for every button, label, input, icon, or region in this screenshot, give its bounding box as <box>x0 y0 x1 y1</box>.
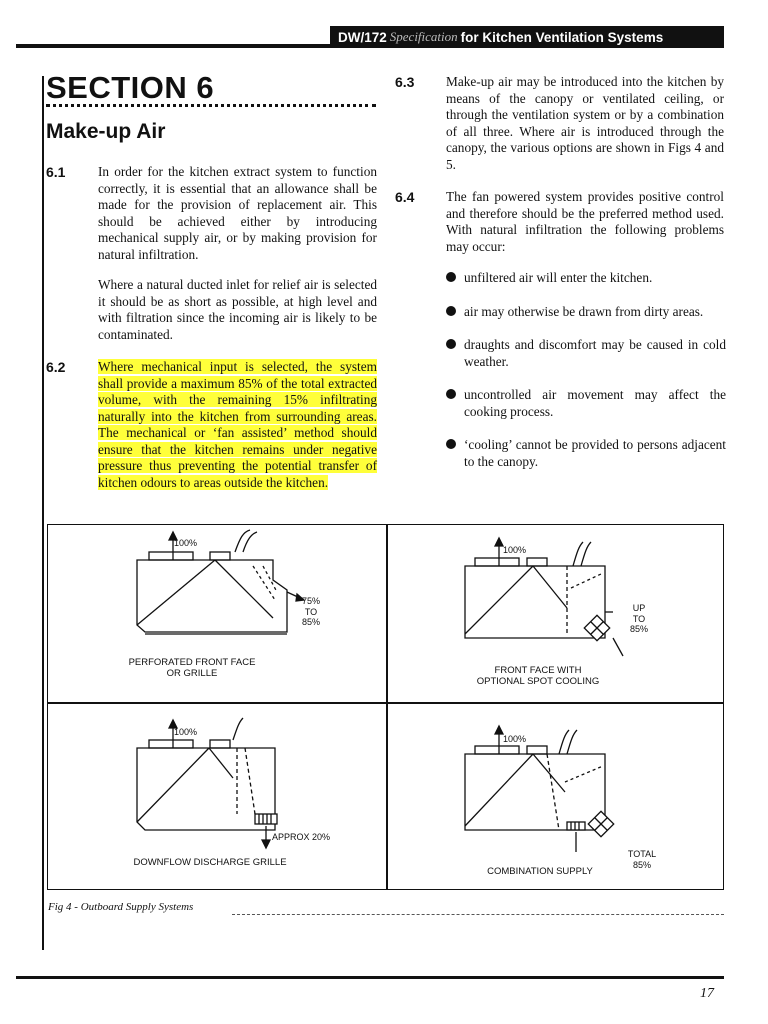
section-title: SECTION 6 <box>46 70 215 105</box>
list-item: unfiltered air will enter the kitchen. <box>446 270 726 287</box>
canopy-diagram-downflow <box>125 718 315 848</box>
bullet-icon <box>446 306 456 316</box>
diagram-3-supply-value: APPROX 20% <box>272 832 331 842</box>
running-header <box>330 26 724 48</box>
diagram-4-label: COMBINATION SUPPLY <box>487 866 593 877</box>
list-item: uncontrolled air movement may affect the cooking process. <box>446 387 726 420</box>
bullet-icon <box>446 272 456 282</box>
paragraph-6-1-relief-air: Where a natural ducted inlet for relief air is selected it should be as short as possible, at high level and with filtration since the incoming air is likely to be contaminated. <box>98 277 377 342</box>
diagram-2-label: FRONT FACE WITH OPTIONAL SPOT COOLING <box>476 665 600 687</box>
list-item: draughts and discomfort may be caused in cold weather. <box>446 337 726 370</box>
header-title: for Kitchen Ventilation Systems <box>460 29 664 45</box>
canopy-diagram-spot-cooling <box>455 538 645 648</box>
paragraph-number-6-1: 6.1 <box>46 164 66 180</box>
list-item: air may otherwise be drawn from dirty areas. <box>446 304 726 321</box>
diagram-3-extract-value: 100% <box>174 727 198 737</box>
figure-divider-vertical <box>386 524 388 890</box>
canopy-diagram-perforated <box>125 530 315 640</box>
bullet-icon <box>446 439 456 449</box>
dotted-divider <box>46 104 376 107</box>
paragraph-number-6-3: 6.3 <box>395 74 415 90</box>
diagram-1-label: PERFORATED FRONT FACE OR GRILLE <box>128 657 256 679</box>
diagram-1-extract-value: 100% <box>174 538 198 548</box>
diagram-3-label: DOWNFLOW DISCHARGE GRILLE <box>133 857 287 868</box>
figure-divider-horizontal <box>47 702 724 704</box>
problem-list <box>446 270 726 487</box>
diagram-2-supply-value: UP TO 85% <box>629 603 648 634</box>
list-item: ‘cooling’ cannot be provided to persons adjacent to the canopy. <box>446 437 726 470</box>
section-subtitle: Make-up Air <box>46 120 166 143</box>
paragraph-6-4: The fan powered system provides positive control and therefore should be the preferred method used. With natural infiltration the following problems may occur: <box>446 189 724 254</box>
footer-rule <box>16 976 724 979</box>
header-doc-code: DW/172 <box>338 29 387 45</box>
paragraph-number-6-4: 6.4 <box>395 189 415 205</box>
margin-rule <box>42 76 44 950</box>
header-spec-word: Specification <box>389 29 458 44</box>
caption-rule <box>232 914 724 915</box>
bullet-icon <box>446 339 456 349</box>
paragraph-number-6-2: 6.2 <box>46 359 66 375</box>
paragraph-6-2 <box>98 359 377 491</box>
canopy-diagram-combination <box>455 726 645 856</box>
diagram-4-extract-value: 100% <box>503 734 527 744</box>
diagram-1-supply-value: 75% TO 85% <box>301 596 320 627</box>
figure-caption: Fig 4 - Outboard Supply Systems <box>48 901 194 913</box>
diagram-4-supply-value: TOTAL 85% <box>627 849 657 870</box>
bullet-icon <box>446 389 456 399</box>
paragraph-6-3: Make-up air may be introduced into the kitchen by means of the canopy or ventilated ceiling, or through the ventilation system or by a combination of all three. Where air is introduced through the canopy, the various options are shown in Figs 4 and 5. <box>446 74 724 172</box>
highlighted-text: Where mechanical input is selected, the system shall provide a maximum 85% of the total extracted volume, with the remaining 15% infiltrating naturally into the kitchen from surrounding areas. The mechanical or ‘fan assisted’ method should ensure that the kitchen remains under negative pressure thus preventing the potential transfer of kitchen odours to areas outside the kitchen. <box>98 359 377 490</box>
paragraph-6-1: In order for the kitchen extract system to function correctly, it is essential that an allowance shall be made for the provision of replacement air. This should be achieved either by introducing mechanical supply air, or by making provision for natural infiltration. <box>98 164 377 262</box>
page-number: 17 <box>700 986 714 1001</box>
diagram-2-extract-value: 100% <box>503 545 527 555</box>
